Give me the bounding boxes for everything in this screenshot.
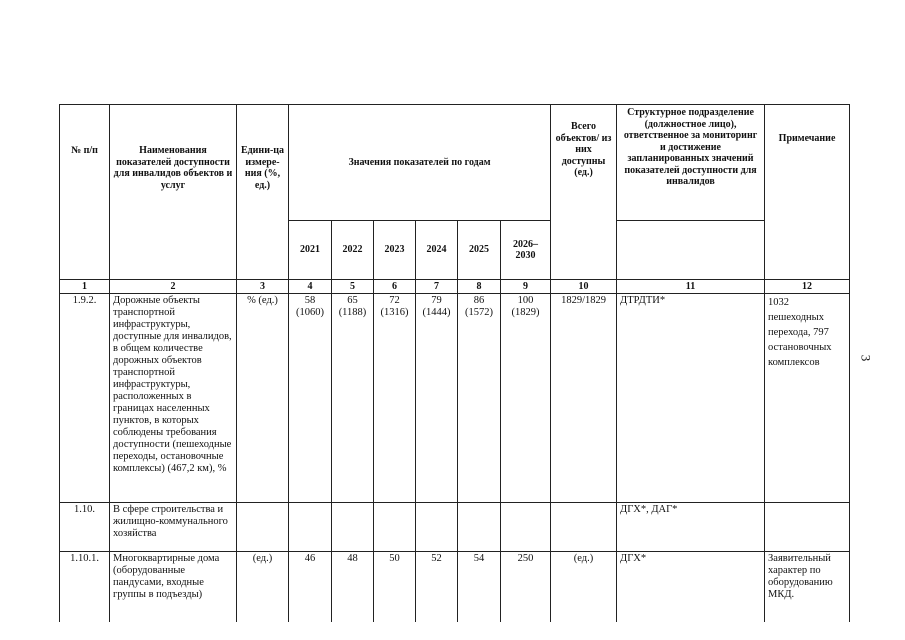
row-responsible: ДГХ*, ДАГ*	[617, 503, 765, 552]
col-number: 7	[416, 280, 458, 294]
col-number: 12	[765, 280, 850, 294]
col-number: 5	[332, 280, 374, 294]
value-2025	[458, 503, 501, 552]
col-number: 8	[458, 280, 501, 294]
row-name: В сфере строительства и жилищно-коммунального хозяйства	[110, 503, 237, 552]
row-total	[551, 503, 617, 552]
row-number: 1.10.	[60, 503, 110, 552]
value-2021: 46	[289, 552, 332, 625]
row-total: (ед.)	[551, 552, 617, 625]
year-2021: 2021	[289, 221, 332, 280]
header-col-total: Всего объектов/ из них доступны (ед.)	[551, 105, 617, 280]
col-number: 4	[289, 280, 332, 294]
row-responsible: ДТРДТИ*	[617, 294, 765, 503]
col-number: 1	[60, 280, 110, 294]
row-total: 1829/1829	[551, 294, 617, 503]
year-2026-2030: 2026–2030	[501, 221, 551, 280]
value-2023	[374, 503, 416, 552]
table-row	[60, 294, 850, 503]
row-note: Заявительный характер по оборудованию МКД.	[765, 552, 850, 625]
value-2022: 48	[332, 552, 374, 625]
value-2025: 86 (1572)	[458, 294, 501, 503]
col-number: 11	[617, 280, 765, 294]
indicators-table	[59, 104, 850, 625]
row-number: 1.9.2.	[60, 294, 110, 503]
header-col-name: Наименования показателей доступности для инвалидов объектов и услуг	[110, 105, 237, 280]
row-number: 1.10.1.	[60, 552, 110, 625]
row-unit: (ед.)	[237, 552, 289, 625]
header-col-note: Примечание	[765, 105, 850, 280]
year-2022: 2022	[332, 221, 374, 280]
value-2023: 72 (1316)	[374, 294, 416, 503]
header-col-responsible: Структурное подразделение (должностное лицо), ответственное за мониторинг и достижение запланированных значений показателей доступности для инвалидов	[617, 105, 765, 221]
value-2021: 58 (1060)	[289, 294, 332, 503]
value-2023: 50	[374, 552, 416, 625]
year-2024: 2024	[416, 221, 458, 280]
row-unit: % (ед.)	[237, 294, 289, 503]
value-2024	[416, 503, 458, 552]
table-row	[60, 552, 850, 625]
value-2022	[332, 503, 374, 552]
col-number: 3	[237, 280, 289, 294]
row-note	[765, 503, 850, 552]
col-number: 6	[374, 280, 416, 294]
header-col-unit: Едини-ца измере-ния (%, ед.)	[237, 105, 289, 280]
header-col-no: № п/п	[60, 105, 110, 280]
value-2026-2030	[501, 503, 551, 552]
row-name: Многоквартирные дома (оборудованные пандусами, входные группы в подъезды)	[110, 552, 237, 625]
value-2026-2030: 100 (1829)	[501, 294, 551, 503]
col-number: 2	[110, 280, 237, 294]
value-2025: 54	[458, 552, 501, 625]
page-number: 3	[858, 354, 874, 362]
column-numbers-row	[60, 280, 850, 294]
year-2025: 2025	[458, 221, 501, 280]
row-note: 1032 пешеходных перехода, 797 остановочных комплексов	[765, 294, 850, 503]
row-responsible: ДГХ*	[617, 552, 765, 625]
header-col-values: Значения показателей по годам	[289, 105, 551, 221]
table-row	[60, 503, 850, 552]
row-unit	[237, 503, 289, 552]
value-2026-2030: 250	[501, 552, 551, 625]
value-2021	[289, 503, 332, 552]
header-row	[60, 105, 850, 221]
value-2024: 79 (1444)	[416, 294, 458, 503]
header-responsible-empty	[617, 221, 765, 280]
value-2024: 52	[416, 552, 458, 625]
value-2022: 65 (1188)	[332, 294, 374, 503]
row-name: Дорожные объекты транспортной инфраструктуры, доступные для инвалидов, в общем количестве дорожных объектов транспортной инфраструктуры, расположенных в границах населенных пунктов, в которых соблюдены требования доступности (пешеходные переходы, остановочные комплексы) (467,2 км), %	[110, 294, 237, 503]
page-bottom-edge	[0, 622, 905, 640]
col-number: 9	[501, 280, 551, 294]
col-number: 10	[551, 280, 617, 294]
year-2023: 2023	[374, 221, 416, 280]
